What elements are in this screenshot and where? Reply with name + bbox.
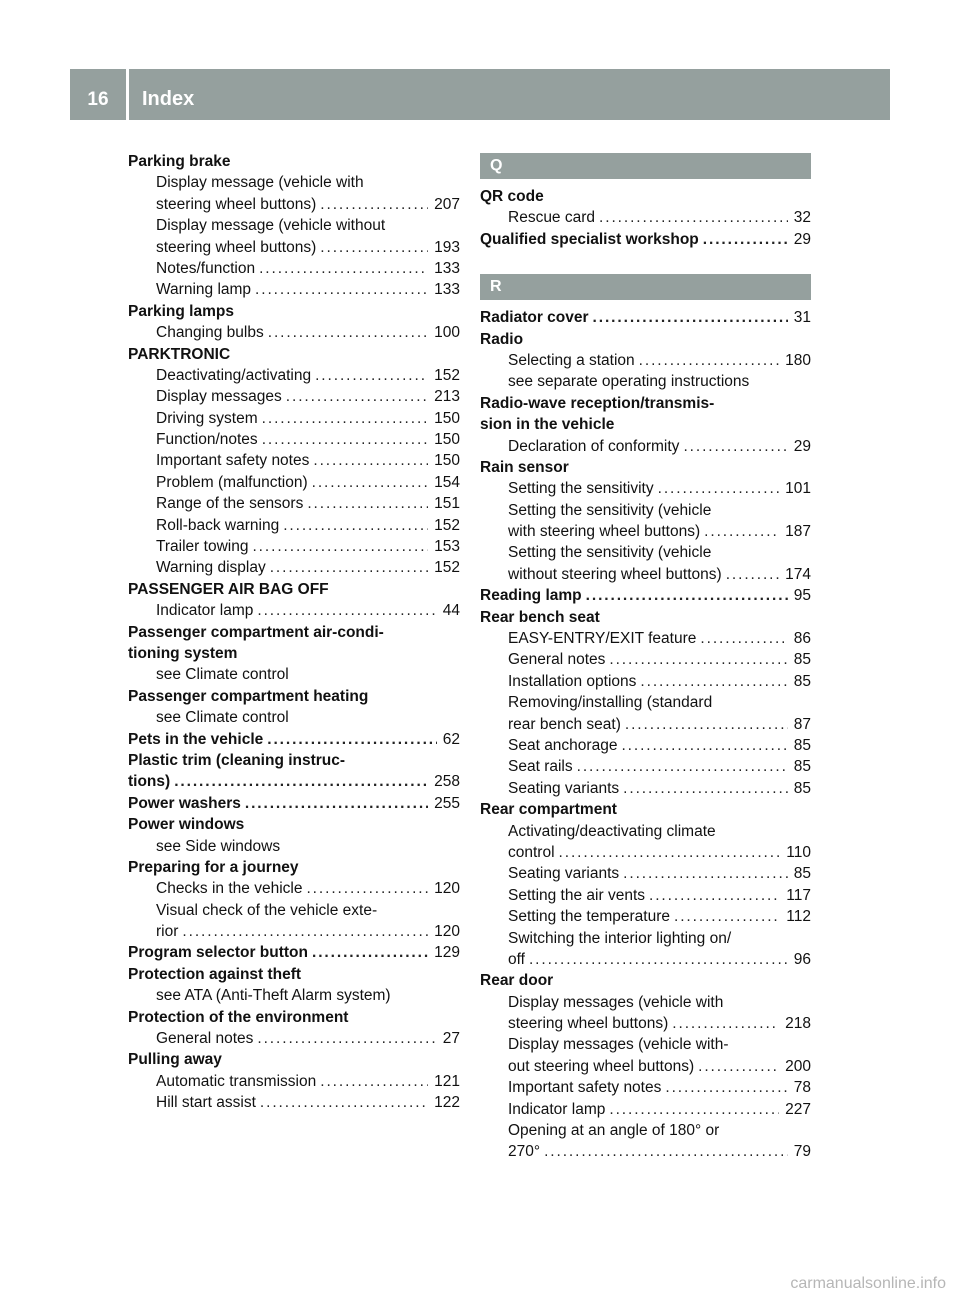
index-subentry (128, 878, 460, 899)
dot-leader (665, 1077, 787, 1098)
index-entry: Passenger compartment air-condi- (128, 623, 384, 641)
index-subentry (128, 279, 460, 300)
dot-leader (544, 1141, 788, 1162)
index-subentry (480, 1013, 811, 1034)
entry-text: Warning lamp (156, 281, 252, 299)
index-subentry (480, 1099, 811, 1120)
dot-leader (625, 714, 788, 735)
dot-leader (312, 472, 429, 493)
page-reference: 258 (434, 773, 460, 791)
entry-text: Rescue card (508, 209, 596, 227)
page-reference: 96 (793, 950, 811, 968)
page-reference: 120 (434, 880, 460, 898)
entry-text: Function/notes (156, 431, 258, 449)
entry-text: steering wheel buttons) (156, 238, 317, 256)
entry-text: Hill start assist (156, 1094, 256, 1112)
index-subentry (128, 258, 460, 279)
page-reference: 101 (785, 480, 811, 498)
page-reference: 95 (793, 587, 811, 605)
dot-leader (259, 258, 428, 279)
entry-text: Automatic transmission (156, 1072, 317, 1090)
dot-leader (586, 585, 788, 606)
dot-leader (320, 194, 428, 215)
entry-text: Changing bulbs (156, 324, 264, 342)
page-reference: 193 (434, 238, 460, 256)
index-entry (480, 229, 811, 250)
page-reference: 120 (434, 923, 460, 941)
page-reference: 150 (434, 409, 460, 427)
index-subentry (128, 493, 460, 514)
index-subentry (480, 649, 811, 670)
letter-section-header: R (480, 274, 811, 300)
index-subentry (480, 906, 811, 927)
index-entry (128, 793, 460, 814)
index-subentry (128, 429, 460, 450)
entry-text: rear bench seat) (508, 715, 621, 733)
index-subentry (480, 478, 811, 499)
entry-text: Qualified specialist workshop (480, 230, 699, 248)
page-reference: 180 (785, 351, 811, 369)
dot-leader (174, 771, 428, 792)
index-entry: Protection against theft (128, 965, 302, 983)
page-reference: 32 (793, 209, 811, 227)
index-entry: QR code (480, 188, 544, 205)
dot-leader (704, 521, 779, 542)
page-reference: 129 (434, 944, 460, 962)
page-reference: 29 (793, 230, 811, 248)
page-reference: 152 (434, 559, 460, 577)
entry-text: Pets in the vehicle (128, 730, 264, 748)
index-subentry (128, 1071, 460, 1092)
page-reference: 85 (793, 865, 811, 883)
index-subentry (480, 778, 811, 799)
index-entry: Pulling away (128, 1051, 222, 1069)
index-subentry (128, 515, 460, 536)
index-entry: tioning system (128, 644, 238, 662)
index-subentry (480, 564, 811, 585)
page-reference: 85 (793, 651, 811, 669)
index-entry: Rear compartment (480, 801, 617, 819)
index-entry: Protection of the environment (128, 1008, 349, 1026)
dot-leader (658, 478, 780, 499)
index-subentry (480, 350, 811, 371)
index-entry: Plastic trim (cleaning instruc- (128, 751, 346, 769)
page-reference: 85 (793, 779, 811, 797)
page-reference: 133 (434, 259, 460, 277)
index-subentry (480, 628, 811, 649)
entry-text: Important safety notes (508, 1079, 662, 1097)
index-subentry (480, 207, 811, 228)
dot-leader (257, 600, 436, 621)
page-reference: 154 (434, 473, 460, 491)
dot-leader (286, 386, 428, 407)
dot-leader (283, 515, 428, 536)
index-subentry (480, 1056, 811, 1077)
dot-leader (577, 756, 788, 777)
index-subentry (128, 322, 460, 343)
index-subentry (128, 921, 460, 942)
page-reference: 85 (793, 758, 811, 776)
entry-text: Seating variants (508, 779, 620, 797)
index-subentry: Display messages (vehicle with (508, 993, 724, 1011)
page-reference: 227 (785, 1100, 811, 1118)
index-column-right (480, 153, 811, 1163)
index-entry: PASSENGER AIR BAG OFF (128, 580, 329, 598)
dot-leader (726, 564, 779, 585)
page-reference: 117 (786, 886, 811, 904)
page-reference: 151 (434, 495, 460, 513)
index-subentry: Removing/installing (standard (508, 694, 713, 712)
entry-text: Indicator lamp (156, 602, 254, 620)
page-header (70, 69, 890, 120)
index-subentry (480, 756, 811, 777)
entry-text: Setting the temperature (508, 908, 670, 926)
entry-text: with steering wheel buttons) (508, 523, 701, 541)
page-reference: 133 (434, 281, 460, 299)
entry-text: 270° (508, 1143, 541, 1161)
dot-leader (307, 493, 428, 514)
page-reference: 100 (434, 324, 460, 342)
dot-leader (703, 229, 788, 250)
index-subentry (480, 436, 811, 457)
index-subentry (128, 1028, 460, 1049)
entry-text: Trailer towing (156, 538, 249, 556)
entry-text: Declaration of conformity (508, 437, 680, 455)
index-subentry (480, 1077, 811, 1098)
index-subentry: see Side windows (156, 837, 281, 855)
index-subentry (128, 237, 460, 258)
dot-leader (683, 436, 787, 457)
entry-text: Warning display (156, 559, 266, 577)
index-subentry: see Climate control (156, 666, 289, 684)
dot-leader (609, 1099, 779, 1120)
page-reference: 31 (793, 309, 811, 327)
page-reference: 174 (785, 565, 811, 583)
index-entry (480, 585, 811, 606)
entry-text: Notes/function (156, 259, 256, 277)
dot-leader (255, 279, 428, 300)
page-reference: 86 (793, 630, 811, 648)
index-subentry (128, 1092, 460, 1113)
dot-leader (315, 365, 428, 386)
dot-leader (270, 557, 428, 578)
page-reference: 44 (442, 602, 460, 620)
watermark: carmanualsonline.info (790, 1275, 946, 1292)
entry-text: Range of the sensors (156, 495, 304, 513)
entry-text: steering wheel buttons) (156, 195, 317, 213)
index-subentry: Activating/deactivating climate (508, 822, 716, 840)
index-entry: Passenger compartment heating (128, 687, 369, 705)
dot-leader (245, 793, 428, 814)
entry-text: EASY-ENTRY/EXIT feature (508, 630, 697, 648)
page-reference: 153 (434, 538, 460, 556)
page-reference: 200 (785, 1057, 811, 1075)
index-subentry (128, 386, 460, 407)
page-reference: 29 (793, 437, 811, 455)
index-entry: Rain sensor (480, 458, 569, 476)
entry-text: Seat anchorage (508, 736, 618, 754)
page-reference: 110 (786, 843, 811, 861)
entry-text: control (508, 843, 555, 861)
entry-text: off (508, 950, 525, 968)
page-reference: 187 (785, 523, 811, 541)
page-reference: 78 (793, 1079, 811, 1097)
index-entry (128, 942, 460, 963)
entry-text: Setting the sensitivity (508, 480, 654, 498)
entry-text: Setting the air vents (508, 886, 645, 904)
dot-leader (593, 307, 788, 328)
index-entry: Rear bench seat (480, 608, 600, 626)
index-subentry (480, 671, 811, 692)
dot-leader (559, 842, 781, 863)
index-subentry: see ATA (Anti-Theft Alarm system) (156, 987, 391, 1005)
dot-leader (623, 778, 788, 799)
index-subentry (128, 557, 460, 578)
index-entry: Radio (480, 330, 524, 348)
section-gap (480, 250, 811, 274)
entry-text: out steering wheel buttons) (508, 1057, 695, 1075)
index-entry (128, 771, 460, 792)
dot-leader (262, 429, 428, 450)
entry-text: Roll-back warning (156, 516, 280, 534)
dot-leader (182, 921, 428, 942)
dot-leader (529, 949, 788, 970)
dot-leader (698, 1056, 779, 1077)
dot-leader (599, 207, 788, 228)
index-subentry: Setting the sensitivity (vehicle (508, 544, 712, 562)
dot-leader (320, 237, 428, 258)
dot-leader (313, 450, 428, 471)
page-reference: 121 (434, 1072, 460, 1090)
index-subentry (480, 863, 811, 884)
page-reference: 112 (786, 908, 811, 926)
page-title: Index (142, 88, 195, 110)
dot-leader (639, 350, 779, 371)
page-reference: 62 (442, 730, 460, 748)
index-subentry (128, 194, 460, 215)
index-subentry: Opening at an angle of 180° or (508, 1122, 720, 1140)
header-divider (126, 69, 129, 120)
index-subentry (480, 885, 811, 906)
dot-leader (623, 863, 788, 884)
index-subentry (128, 450, 460, 471)
page-reference: 218 (785, 1015, 811, 1033)
dot-leader (262, 408, 428, 429)
page-reference: 85 (793, 672, 811, 690)
dot-leader (306, 878, 428, 899)
dot-leader (268, 322, 428, 343)
index-subentry (128, 536, 460, 557)
index-subentry (128, 600, 460, 621)
index-entry: Rear door (480, 972, 554, 990)
index-entry: Parking lamps (128, 302, 234, 320)
dot-leader (257, 1028, 436, 1049)
entry-text: Driving system (156, 409, 258, 427)
index-entry: sion in the vehicle (480, 416, 615, 434)
page-reference: 79 (793, 1143, 811, 1161)
index-subentry (480, 714, 811, 735)
dot-leader (312, 942, 428, 963)
dot-leader (700, 628, 787, 649)
index-subentry: Display message (vehicle with (156, 174, 364, 192)
dot-leader (252, 536, 428, 557)
page-reference: 85 (793, 736, 811, 754)
entry-text: Important safety notes (156, 452, 310, 470)
entry-text: Seating variants (508, 865, 620, 883)
entry-text: Problem (malfunction) (156, 473, 308, 491)
entry-text: Installation options (508, 672, 637, 690)
index-subentry (480, 521, 811, 542)
index-subentry (480, 842, 811, 863)
entry-text: Radiator cover (480, 309, 589, 327)
index-entry: Preparing for a journey (128, 858, 299, 876)
entry-text: Program selector button (128, 944, 308, 962)
index-entry: Radio-wave reception/transmis- (480, 394, 715, 412)
index-subentry: Setting the sensitivity (vehicle (508, 501, 712, 519)
entry-text: Indicator lamp (508, 1100, 606, 1118)
page-reference: 87 (793, 715, 811, 733)
dot-leader (649, 885, 780, 906)
index-subentry: Display messages (vehicle with- (508, 1036, 729, 1054)
entry-text: steering wheel buttons) (508, 1015, 669, 1033)
page-reference: 255 (434, 794, 460, 812)
entry-text: General notes (508, 651, 606, 669)
index-entry: PARKTRONIC (128, 345, 231, 363)
entry-text: Deactivating/activating (156, 366, 312, 384)
index-entry: Parking brake (128, 153, 231, 170)
entry-text: Seat rails (508, 758, 573, 776)
index-subentry (128, 365, 460, 386)
index-entry (480, 307, 811, 328)
index-subentry (128, 408, 460, 429)
dot-leader (621, 735, 787, 756)
entry-text: Power washers (128, 794, 241, 812)
page-reference: 27 (442, 1030, 460, 1048)
page-reference: 150 (434, 452, 460, 470)
dot-leader (260, 1092, 428, 1113)
letter-section-header: Q (480, 153, 811, 179)
entry-text: rior (156, 923, 179, 941)
index-subentry (128, 472, 460, 493)
page-reference: 152 (434, 516, 460, 534)
dot-leader (672, 1013, 779, 1034)
index-entry: Power windows (128, 816, 245, 834)
page-reference: 152 (434, 366, 460, 384)
page-number: 16 (87, 89, 109, 110)
entry-text: General notes (156, 1030, 254, 1048)
entry-text: Checks in the vehicle (156, 880, 303, 898)
entry-text: Reading lamp (480, 587, 582, 605)
entry-text: tions) (128, 773, 171, 791)
index-subentry (480, 1141, 811, 1162)
dot-leader (640, 671, 787, 692)
index-entry (128, 729, 460, 750)
index-subentry (480, 735, 811, 756)
page-reference: 122 (434, 1094, 460, 1112)
page-reference: 213 (434, 388, 460, 406)
entry-text: Selecting a station (508, 351, 635, 369)
entry-text: Display messages (156, 388, 282, 406)
index-column-left (128, 151, 460, 1114)
dot-leader (609, 649, 787, 670)
entry-text: without steering wheel buttons) (508, 565, 722, 583)
page-reference: 150 (434, 431, 460, 449)
dot-leader (674, 906, 780, 927)
index-subentry: see separate operating instructions (508, 373, 750, 391)
page-reference: 207 (434, 195, 460, 213)
dot-leader (320, 1071, 428, 1092)
index-subentry: Switching the interior lighting on/ (508, 929, 732, 947)
index-subentry: see Climate control (156, 709, 289, 727)
index-subentry (480, 949, 811, 970)
dot-leader (267, 729, 437, 750)
index-subentry: Display message (vehicle without (156, 217, 386, 235)
index-subentry: Visual check of the vehicle exte- (156, 901, 378, 919)
